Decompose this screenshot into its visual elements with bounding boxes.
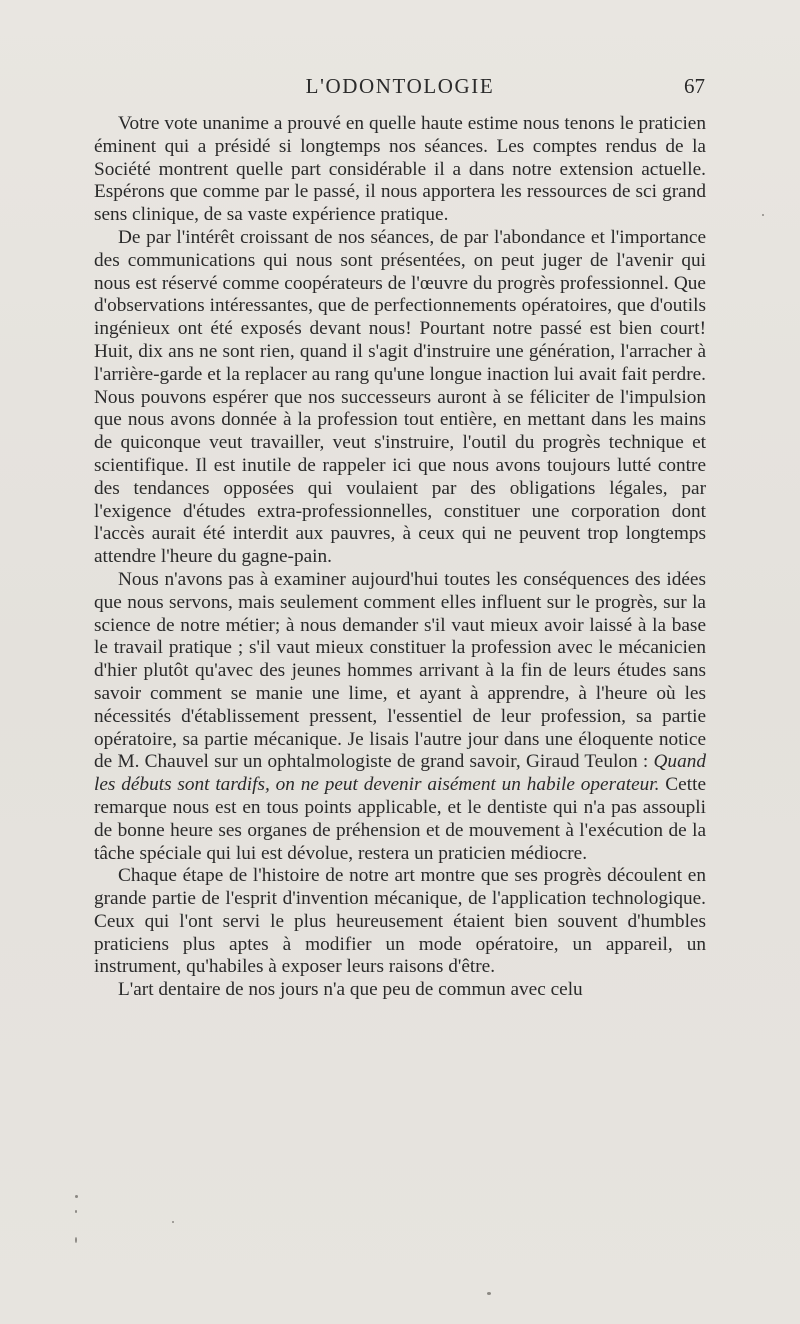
- paper-speck: [75, 1195, 78, 1198]
- paragraph: L'art dentaire de nos jours n'a que peu de commun avec celu: [118, 979, 583, 1001]
- page-number: 67: [684, 74, 705, 98]
- page-header: [95, 74, 705, 104]
- paragraph: De par l'intérêt croissant de nos séances, de par l'abondance et l'importance des communications qui nous sont présentées, on peut juger de l'avenir qui nous est réservé comme coopérateurs de l'œuvre du progrès professionnel. Que d'observations intéressantes, que de perfectionnements opératoires, que d'outils ingénieux ont été exposés devant nous! Pourtant notre passé est bien court! Huit, dix ans ne sont rien, quand il s'agit d'instruire une génération, l'arracher à l'arrière-garde et la replacer au rang qu'une longue inaction lui avait fait perdre. Nous pouvons espérer que nos successeurs auront à se féliciter de l'impulsion que nous avons donnée à la profession tout entière, en mettant dans les mains de quiconque veut travailler, veut s'instruire, l'outil du progrès technique et scientifique. Il est inutile de rappeler ici que nous avons toujours lutté contre des tendances opposées qui voulaient par des obligations légales, par l'exigence d'études extra-professionnelles, constituer une corporation dont l'accès aurait été interdit aux pauvres, à ceux qui ne peuvent trop longtemps attendre l'heure du gagne-pain.: [94, 226, 706, 568]
- paragraph-text: Cette remarque nous est en tous points applicable, et le dentiste qui n'a pas assoupli de bonne heure ses organes de préhension et de mouvement à l'exécution de la tâche spéciale qui lui est dévolue, restera un praticien médiocre.: [94, 774, 706, 864]
- italic-quote: Quand les débuts sont tardifs, on ne peut devenir aisément un habile operateur.: [94, 751, 706, 796]
- paper-speck: [762, 214, 764, 216]
- paper-speck: [172, 1221, 174, 1223]
- body-text: [94, 113, 706, 1002]
- paragraph: Votre vote unanime a prouvé en quelle haute estime nous tenons le praticien éminent qui a présidé si longtemps nos séances. Les comptes rendus de la Société montrent quelle part considérable il a dans notre extension actuelle. Espérons que comme par le passé, il nous apportera les ressources de sci grand sens clinique, de sa vaste expérience pratique.: [94, 113, 706, 226]
- paper-speck: [75, 1210, 77, 1213]
- paper-speck: [487, 1292, 491, 1295]
- running-title: L'ODONTOLOGIE: [305, 74, 495, 98]
- paragraph: Chaque étape de l'histoire de notre art montre que ses progrès découlent en grande partie de l'esprit d'invention mécanique, de l'application technologique. Ceux qui l'ont servi le plus heureusement étaient bien souvent d'humbles praticiens plus aptes à modifier un mode opératoire, un appareil, un instrument, qu'habiles à exposer leurs raisons d'être.: [94, 865, 706, 978]
- paragraph-text: Nous n'avons pas à examiner aujourd'hui toutes les conséquences des idées que nous servons, mais seulement comment elles influent sur le progrès, sur la science de notre métier; à nous demander s'il vaut mieux avoir laissé à la base le travail pratique ; s'il vaut mieux constituer la profession avec le mécanicien d'hier plutôt qu'avec des jeunes hommes arrivant à la fin de leurs études sans savoir comment se manie une lime, et ayant à apprendre, à l'heure où les nécessités d'établissement pressent, l'essentiel de leur profession, sa partie opératoire, sa partie mécanique. Je lisais l'autre jour dans une éloquente notice de M. Chauvel sur un ophtalmologiste de grand savoir, Giraud Teulon :: [94, 568, 706, 773]
- paper-speck: [75, 1237, 77, 1243]
- paragraph: [94, 569, 706, 865]
